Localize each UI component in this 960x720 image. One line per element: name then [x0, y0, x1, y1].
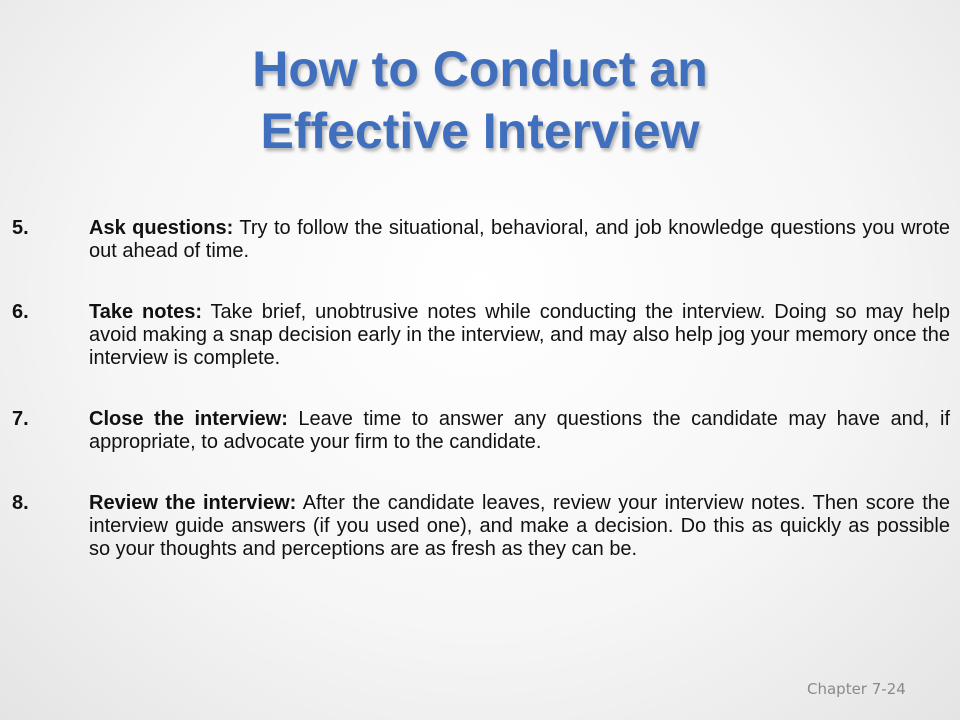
- item-body: [89, 301, 950, 370]
- item-number: 5.: [12, 217, 29, 239]
- item-text: Try to follow the situational, behavioral, and job knowledge questions you wrote out ahead of time.: [89, 217, 951, 262]
- item-term: Ask questions:: [89, 217, 234, 239]
- item-term: Take notes:: [89, 301, 203, 323]
- numbered-list: [12, 217, 950, 599]
- slide-footer: Chapter 7-24: [807, 680, 906, 698]
- item-body: [89, 492, 950, 561]
- item-term: Close the interview:: [89, 408, 288, 430]
- list-item: [12, 408, 950, 454]
- slide-title: [0, 38, 960, 162]
- item-text: Leave time to answer any questions the candidate may have and, if appropriate, to advocate your firm to the candidate.: [89, 408, 951, 453]
- item-number: 7.: [12, 408, 29, 430]
- item-term: Review the interview:: [89, 492, 297, 514]
- item-body: [89, 217, 950, 263]
- item-text: After the candidate leaves, review your interview notes. Then score the interview guide answers (if you used one), and make a decision. Do this as quickly as possible so your thoughts and perceptions are as fresh as they can be.: [89, 492, 950, 560]
- list-item: [12, 301, 950, 370]
- slide-title-line-2: Effective Interview: [260, 103, 700, 159]
- item-text: Take brief, unobtrusive notes while conducting the interview. Doing so may help avoid making a snap decision early in the interview, and may also help jog your memory once the interview is complete.: [89, 301, 950, 369]
- slide-title-line-1: How to Conduct an: [252, 41, 708, 97]
- item-body: [89, 408, 950, 454]
- item-number: 6.: [12, 301, 29, 323]
- list-item: [12, 492, 950, 561]
- item-number: 8.: [12, 492, 29, 514]
- list-item: [12, 217, 950, 263]
